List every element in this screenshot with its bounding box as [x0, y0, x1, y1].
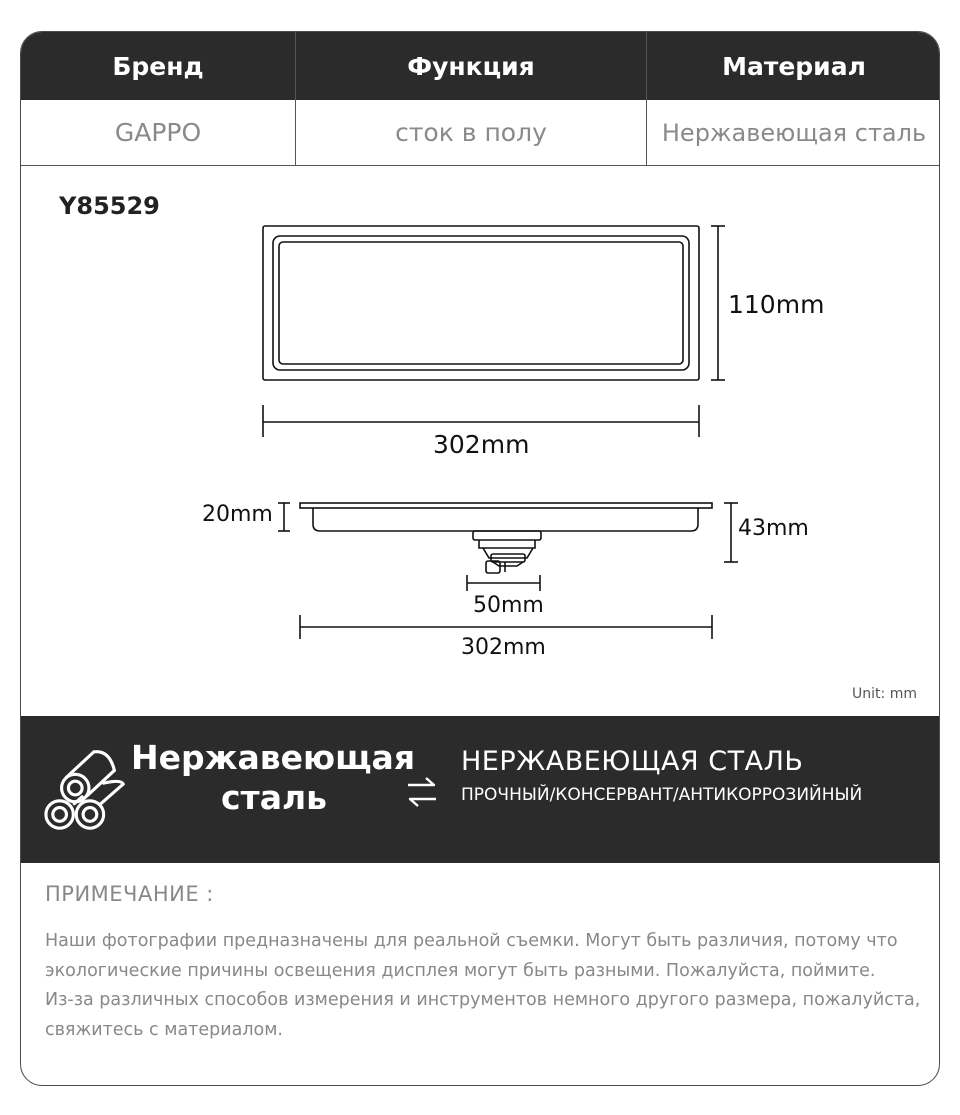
note-text: [45, 927, 930, 1045]
banner-title-line2: сталь: [221, 778, 327, 817]
note-paragraph-2: Из-за различных способов измерения и инструментов немного другого размера, пожалуйста, свяжитесь с материалом.: [45, 990, 921, 1040]
dim-top-width: 302mm: [433, 430, 530, 459]
model-number: Y85529: [59, 192, 160, 220]
top-view-outer: [263, 226, 699, 380]
top-view-inner-rim: [273, 236, 689, 370]
value-function: сток в полу: [296, 100, 647, 165]
dim-side-width: 302mm: [461, 635, 546, 660]
banner-title-line1: Нержавеющая: [131, 738, 416, 777]
steel-pipes-icon: [43, 746, 131, 834]
header-function: Функция: [296, 32, 647, 100]
side-view-flange: [300, 503, 712, 508]
side-view-outlet-top: [473, 531, 541, 540]
header-brand: Бренд: [21, 32, 296, 100]
dim-side-flange: 20mm: [202, 502, 273, 527]
header-material: Материал: [722, 51, 866, 81]
note-paragraph-1: Наши фотографии предназначены для реальной съемки. Могут быть различия, потому что экологические причины освещения дисплея могут быть разными. Пожалуйста, поймите.: [45, 931, 898, 981]
unit-label: Unit: mm: [852, 686, 917, 702]
value-brand: GAPPO: [21, 100, 296, 165]
exchange-arrows-icon: [402, 772, 442, 812]
note-title: ПРИМЕЧАНИЕ :: [45, 882, 214, 906]
material-banner: [21, 716, 940, 863]
dim-outlet-width: 50mm: [473, 593, 544, 618]
top-view-grate: [279, 242, 683, 364]
value-material: Нержавеющая сталь: [661, 118, 927, 147]
product-spec-card: [20, 31, 940, 1086]
side-view-body: [313, 508, 698, 531]
technical-drawing: [21, 32, 940, 732]
banner-subline: ПРОЧНЫЙ/КОНСЕРВАНТ/АНТИКОРРОЗИЙНЫЙ: [461, 785, 863, 805]
dim-top-height: 110mm: [728, 290, 825, 319]
banner-headline: НЕРЖАВЕЮЩАЯ СТАЛЬ: [461, 746, 804, 777]
dim-side-depth: 43mm: [738, 516, 809, 541]
